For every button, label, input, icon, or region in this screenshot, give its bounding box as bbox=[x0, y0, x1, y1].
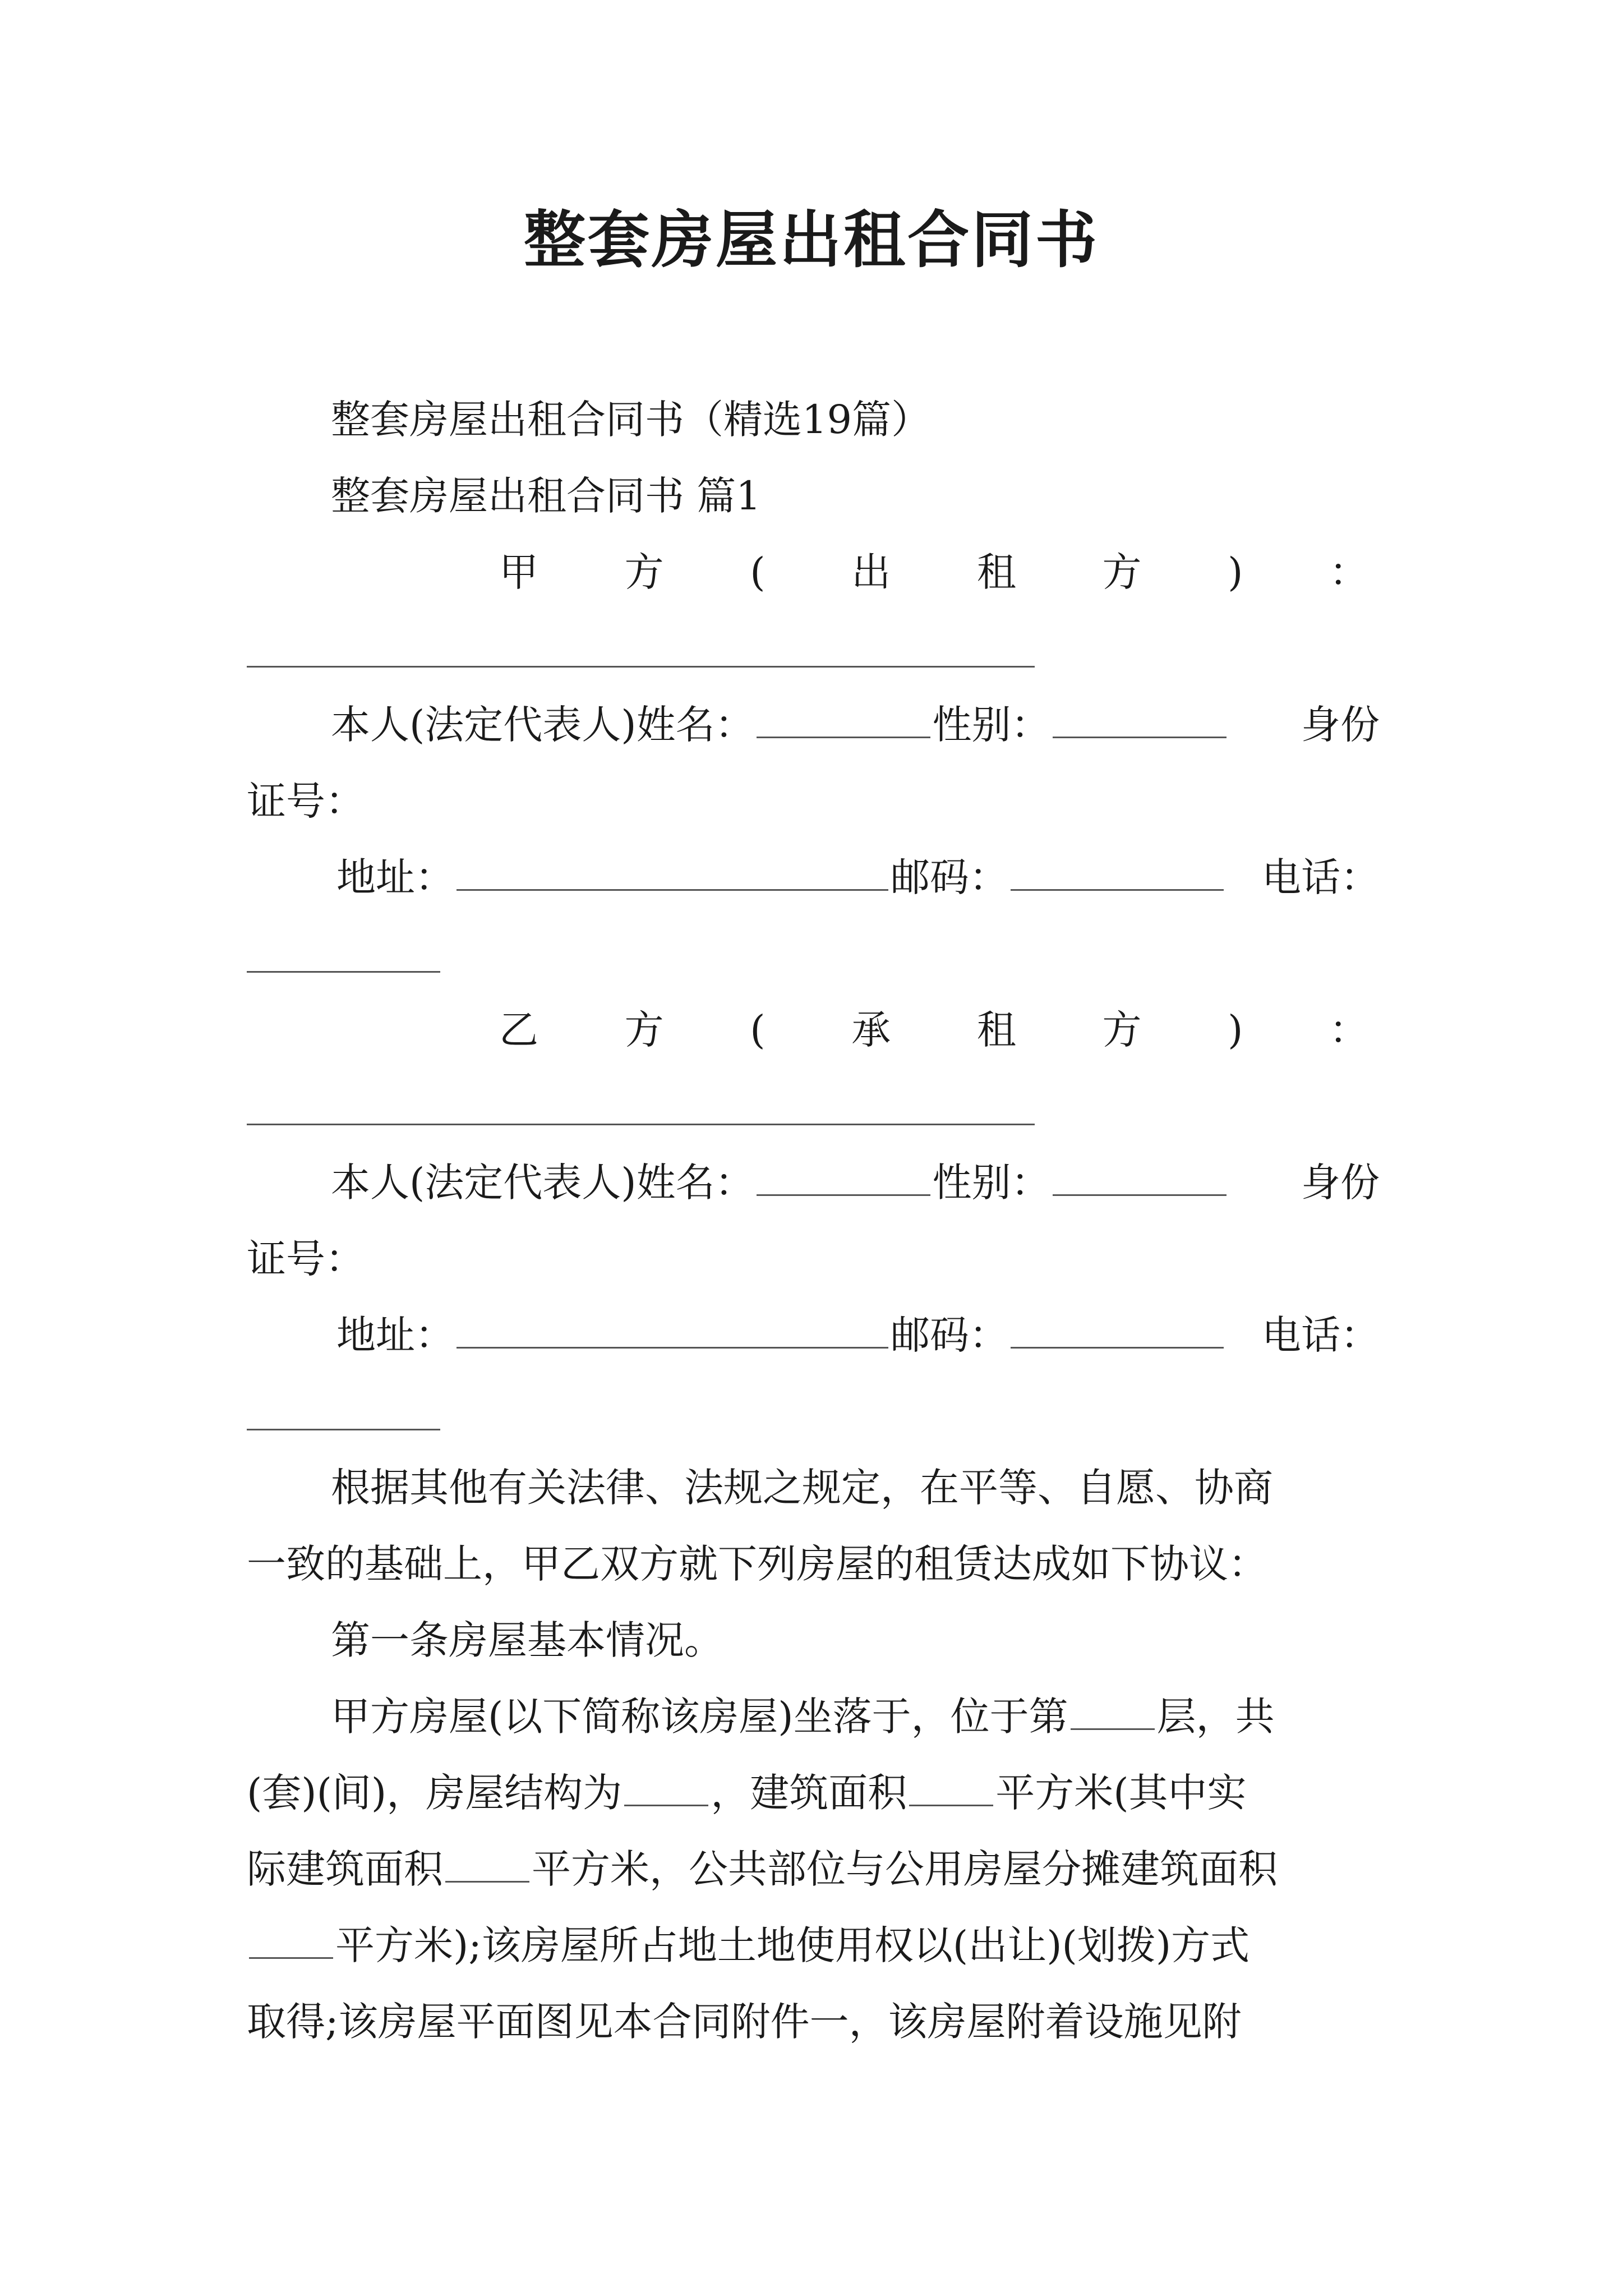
party-b-char: ( bbox=[750, 1007, 766, 1053]
text-segment: 际建筑面积 bbox=[247, 1846, 443, 1892]
party-a-char: ( bbox=[750, 549, 766, 595]
id-label: 身份 bbox=[1301, 1159, 1380, 1205]
text-segment: (套)(间)，房屋结构为 bbox=[247, 1770, 623, 1816]
party-b-id-row: 证号： bbox=[247, 1236, 365, 1282]
article1-line-4 bbox=[247, 1907, 1380, 1984]
name-field[interactable] bbox=[757, 703, 930, 738]
text-segment: 层，共 bbox=[1156, 1694, 1275, 1740]
zip-label: 邮码： bbox=[891, 1312, 1008, 1358]
actual-area-field[interactable] bbox=[445, 1847, 529, 1883]
address-field[interactable] bbox=[457, 1313, 888, 1349]
document-title: 整套房屋出租合同书 bbox=[524, 204, 1099, 276]
name-label: 本人(法定代表人)姓名： bbox=[331, 1159, 754, 1205]
party-b-char: 方 bbox=[1102, 1007, 1142, 1053]
text-segment: ，建筑面积 bbox=[711, 1770, 907, 1816]
text-segment: 平方米(其中实 bbox=[995, 1770, 1247, 1816]
zip-label: 邮码： bbox=[891, 854, 1008, 900]
party-a-char: ： bbox=[1329, 549, 1368, 595]
party-b-blank-line[interactable] bbox=[247, 1068, 1380, 1144]
phone-label: 电话： bbox=[1262, 854, 1380, 900]
name-field[interactable] bbox=[757, 1161, 930, 1196]
party-a-char: 方 bbox=[1102, 549, 1142, 595]
floor-field[interactable] bbox=[1071, 1695, 1155, 1730]
area-field[interactable] bbox=[909, 1771, 993, 1806]
party-b-phone-line[interactable] bbox=[247, 1373, 1380, 1450]
address-label: 地址： bbox=[336, 854, 454, 900]
address-field[interactable] bbox=[457, 855, 888, 891]
gender-label: 性别： bbox=[932, 702, 1050, 748]
party-b-name-row bbox=[247, 1144, 1380, 1221]
party-a-char: 甲 bbox=[499, 549, 538, 595]
address-label: 地址： bbox=[336, 1312, 454, 1358]
structure-field[interactable] bbox=[624, 1771, 708, 1806]
party-a-char: 租 bbox=[976, 549, 1016, 595]
party-b-char: ) bbox=[1228, 1007, 1243, 1053]
gender-label: 性别： bbox=[932, 1159, 1050, 1205]
party-b-char: ： bbox=[1329, 1007, 1368, 1053]
article1-line-2 bbox=[247, 1755, 1380, 1831]
party-b-char: 承 bbox=[851, 1007, 891, 1053]
id-label: 身份 bbox=[1301, 702, 1380, 748]
shared-area-field[interactable] bbox=[249, 1924, 333, 1959]
document-body bbox=[247, 381, 1380, 2060]
gender-field[interactable] bbox=[1053, 703, 1227, 738]
party-b-address-row bbox=[247, 1297, 1380, 1373]
subtitle: 整套房屋出租合同书（精选19篇） bbox=[331, 397, 931, 443]
article1-line-5: 取得;该房屋平面图见本合同附件一，该房屋附着设施见附 bbox=[247, 1999, 1242, 2045]
party-b-label bbox=[247, 992, 1380, 1068]
article1-heading: 第一条房屋基本情况。 bbox=[331, 1617, 723, 1663]
article1-line-1 bbox=[247, 1678, 1380, 1755]
party-b-char: 乙 bbox=[499, 1007, 538, 1053]
article1-line-3 bbox=[247, 1831, 1380, 1907]
zip-field[interactable] bbox=[1011, 1313, 1224, 1349]
party-a-char: 方 bbox=[624, 549, 664, 595]
gender-field[interactable] bbox=[1053, 1161, 1227, 1196]
party-b-char: 方 bbox=[624, 1007, 664, 1053]
text-segment: 平方米，公共部位与公用房屋分摊建筑面积 bbox=[532, 1846, 1278, 1892]
party-a-name-row bbox=[247, 687, 1380, 763]
party-a-blank-line[interactable] bbox=[247, 610, 1380, 687]
party-a-phone-line[interactable] bbox=[247, 915, 1380, 992]
party-a-id-row: 证号： bbox=[247, 778, 365, 824]
zip-field[interactable] bbox=[1011, 855, 1224, 891]
intro-line-2: 一致的基础上，甲乙双方就下列房屋的租赁达成如下协议： bbox=[247, 1541, 1267, 1587]
party-a-label bbox=[247, 534, 1380, 610]
section-heading: 整套房屋出租合同书 篇1 bbox=[331, 473, 761, 519]
text-segment: 平方米);该房屋所占地土地使用权以(出让)(划拨)方式 bbox=[335, 1922, 1250, 1968]
party-b-char: 租 bbox=[976, 1007, 1016, 1053]
text-segment: 甲方房屋(以下简称该房屋)坐落于，位于第 bbox=[331, 1694, 1068, 1740]
name-label: 本人(法定代表人)姓名： bbox=[331, 702, 754, 748]
phone-label: 电话： bbox=[1262, 1312, 1380, 1358]
intro-line-1: 根据其他有关法律、法规之规定，在平等、自愿、协商 bbox=[331, 1465, 1273, 1511]
party-a-char: ) bbox=[1228, 549, 1243, 595]
party-a-char: 出 bbox=[851, 549, 891, 595]
party-a-address-row bbox=[247, 839, 1380, 915]
